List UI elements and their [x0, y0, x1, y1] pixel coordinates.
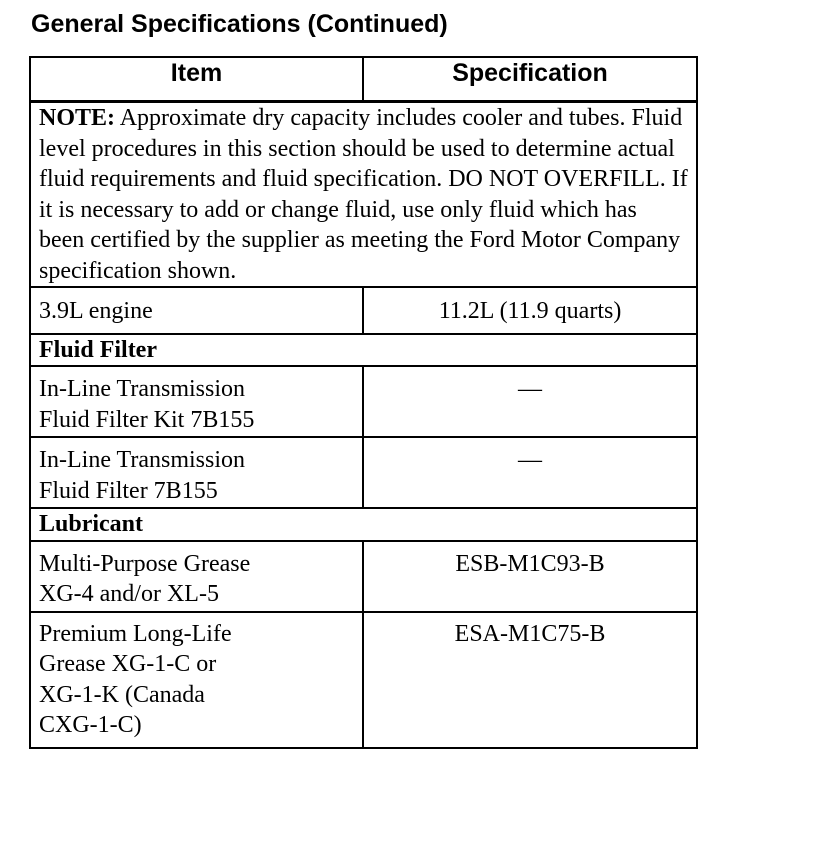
- table-row: [30, 612, 697, 748]
- page-title: General Specifications (Continued): [31, 10, 448, 38]
- table-header-row: [30, 57, 697, 102]
- section-heading: Fluid Filter: [30, 334, 697, 367]
- specifications-table: [29, 56, 698, 749]
- spec-cell: ESB-M1C93-B: [363, 541, 697, 612]
- item-line: XG-4 and/or XL-5: [39, 581, 219, 607]
- column-header-specification: Specification: [363, 57, 697, 102]
- note-text: Approximate dry capacity includes cooler and tubes. Fluid level procedures in this section should be used to determine actual fluid requirements and fluid specification. DO NOT OVERFILL. If it is necessary to add or change fluid, use only fluid which has been certified by the supplier as meeting the Ford Motor Company specification shown.: [39, 105, 688, 284]
- table-row: [30, 287, 697, 334]
- section-row-lubricant: [30, 508, 697, 541]
- item-cell: [30, 612, 363, 748]
- note-row: [30, 102, 697, 288]
- item-line: CXG-1-C): [39, 712, 142, 738]
- section-row-fluid-filter: [30, 334, 697, 367]
- item-line: Grease XG-1-C or: [39, 651, 217, 677]
- item-line: In-Line Transmission: [39, 376, 246, 402]
- item-cell: [30, 366, 363, 437]
- item-line: XG-1-K (Canada: [39, 681, 205, 708]
- item-line: Premium Long-Life: [39, 620, 232, 647]
- item-line: Multi-Purpose Grease: [39, 550, 251, 577]
- item-line: In-Line Transmission: [39, 447, 246, 473]
- section-heading: Lubricant: [30, 508, 697, 541]
- spec-cell: —: [363, 437, 697, 508]
- table-row: [30, 437, 697, 508]
- spec-cell: ESA-M1C75-B: [363, 612, 697, 748]
- note-label: NOTE:: [39, 105, 116, 131]
- item-cell: [30, 541, 363, 612]
- item-line: Fluid Filter 7B155: [39, 477, 218, 504]
- table-row: [30, 366, 697, 437]
- spec-cell: —: [363, 366, 697, 437]
- item-cell: 3.9L engine: [30, 287, 363, 334]
- spec-cell: 11.2L (11.9 quarts): [363, 287, 697, 334]
- note-cell: [30, 102, 697, 288]
- table-row: [30, 541, 697, 612]
- column-header-item: Item: [30, 57, 363, 102]
- item-line: Fluid Filter Kit 7B155: [39, 406, 255, 433]
- item-cell: [30, 437, 363, 508]
